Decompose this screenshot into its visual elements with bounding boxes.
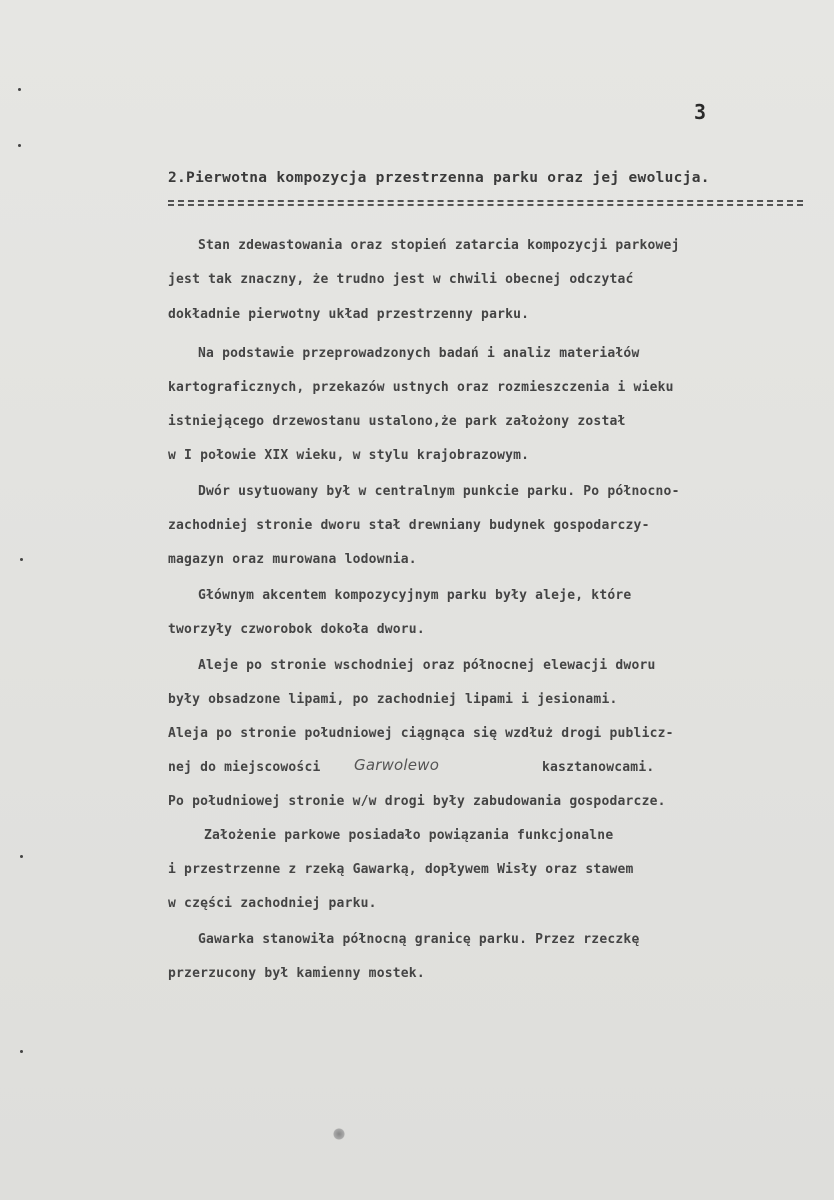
text-line: Aleja po stronie południowej ciągnąca się wzdłuż drogi publicz- <box>168 726 674 741</box>
page-number: 3 <box>694 100 707 124</box>
text-line: w części zachodniej parku. <box>168 896 377 911</box>
text-line: zachodniej stronie dworu stał drewniany budynek gospodarczy- <box>168 518 650 533</box>
text-line: dokładnie pierwotny układ przestrzenny parku. <box>168 307 530 322</box>
handwritten-place-name: Garwolewo <box>354 756 440 774</box>
text-line: kartograficznych, przekazów ustnych oraz rozmieszczenia i wieku <box>168 380 674 395</box>
margin-mark <box>18 88 21 91</box>
text-line: Dwór usytuowany był w centralnym punkcie parku. Po północno- <box>198 484 680 499</box>
margin-mark <box>20 558 23 561</box>
text-line: istniejącego drzewostanu ustalono,że park założony został <box>168 414 626 429</box>
text-line: Założenie parkowe posiadało powiązania funkcjonalne <box>204 828 614 843</box>
text-line: Po południowej stronie w/w drogi były zabudowania gospodarcze. <box>168 794 666 809</box>
text-line: jest tak znaczny, że trudno jest w chwili obecnej odczytać <box>168 272 634 287</box>
text-line: przerzucony był kamienny mostek. <box>168 966 425 981</box>
text-line: w I połowie XIX wieku, w stylu krajobrazowym. <box>168 448 530 463</box>
text-line: Stan zdewastowania oraz stopień zatarcia kompozycji parkowej <box>198 238 680 253</box>
text-line: magazyn oraz murowana lodownia. <box>168 552 417 567</box>
margin-mark <box>18 144 21 147</box>
ink-spot <box>333 1128 345 1140</box>
text-line: Gawarka stanowiła północną granicę parku. Przez rzeczkę <box>198 932 640 947</box>
heading-underline <box>168 200 803 202</box>
heading-underline-2 <box>168 204 803 206</box>
text-line: i przestrzenne z rzeką Gawarką, dopływem Wisły oraz stawem <box>168 862 634 877</box>
margin-mark <box>20 1050 23 1053</box>
text-line: nej do miejscowości <box>168 760 321 775</box>
text-line: Aleje po stronie wschodniej oraz północnej elewacji dworu <box>198 658 656 673</box>
text-line: były obsadzone lipami, po zachodniej lipami i jesionami. <box>168 692 618 707</box>
text-line: Na podstawie przeprowadzonych badań i analiz materiałów <box>198 346 640 361</box>
margin-mark <box>20 855 23 858</box>
text-line: tworzyły czworobok dokoła dworu. <box>168 622 425 637</box>
section-heading: 2.Pierwotna kompozycja przestrzenna parku oraz jej ewolucja. <box>168 170 710 186</box>
text-line: kasztanowcami. <box>542 760 655 775</box>
text-line: Głównym akcentem kompozycyjnym parku były aleje, które <box>198 588 632 603</box>
